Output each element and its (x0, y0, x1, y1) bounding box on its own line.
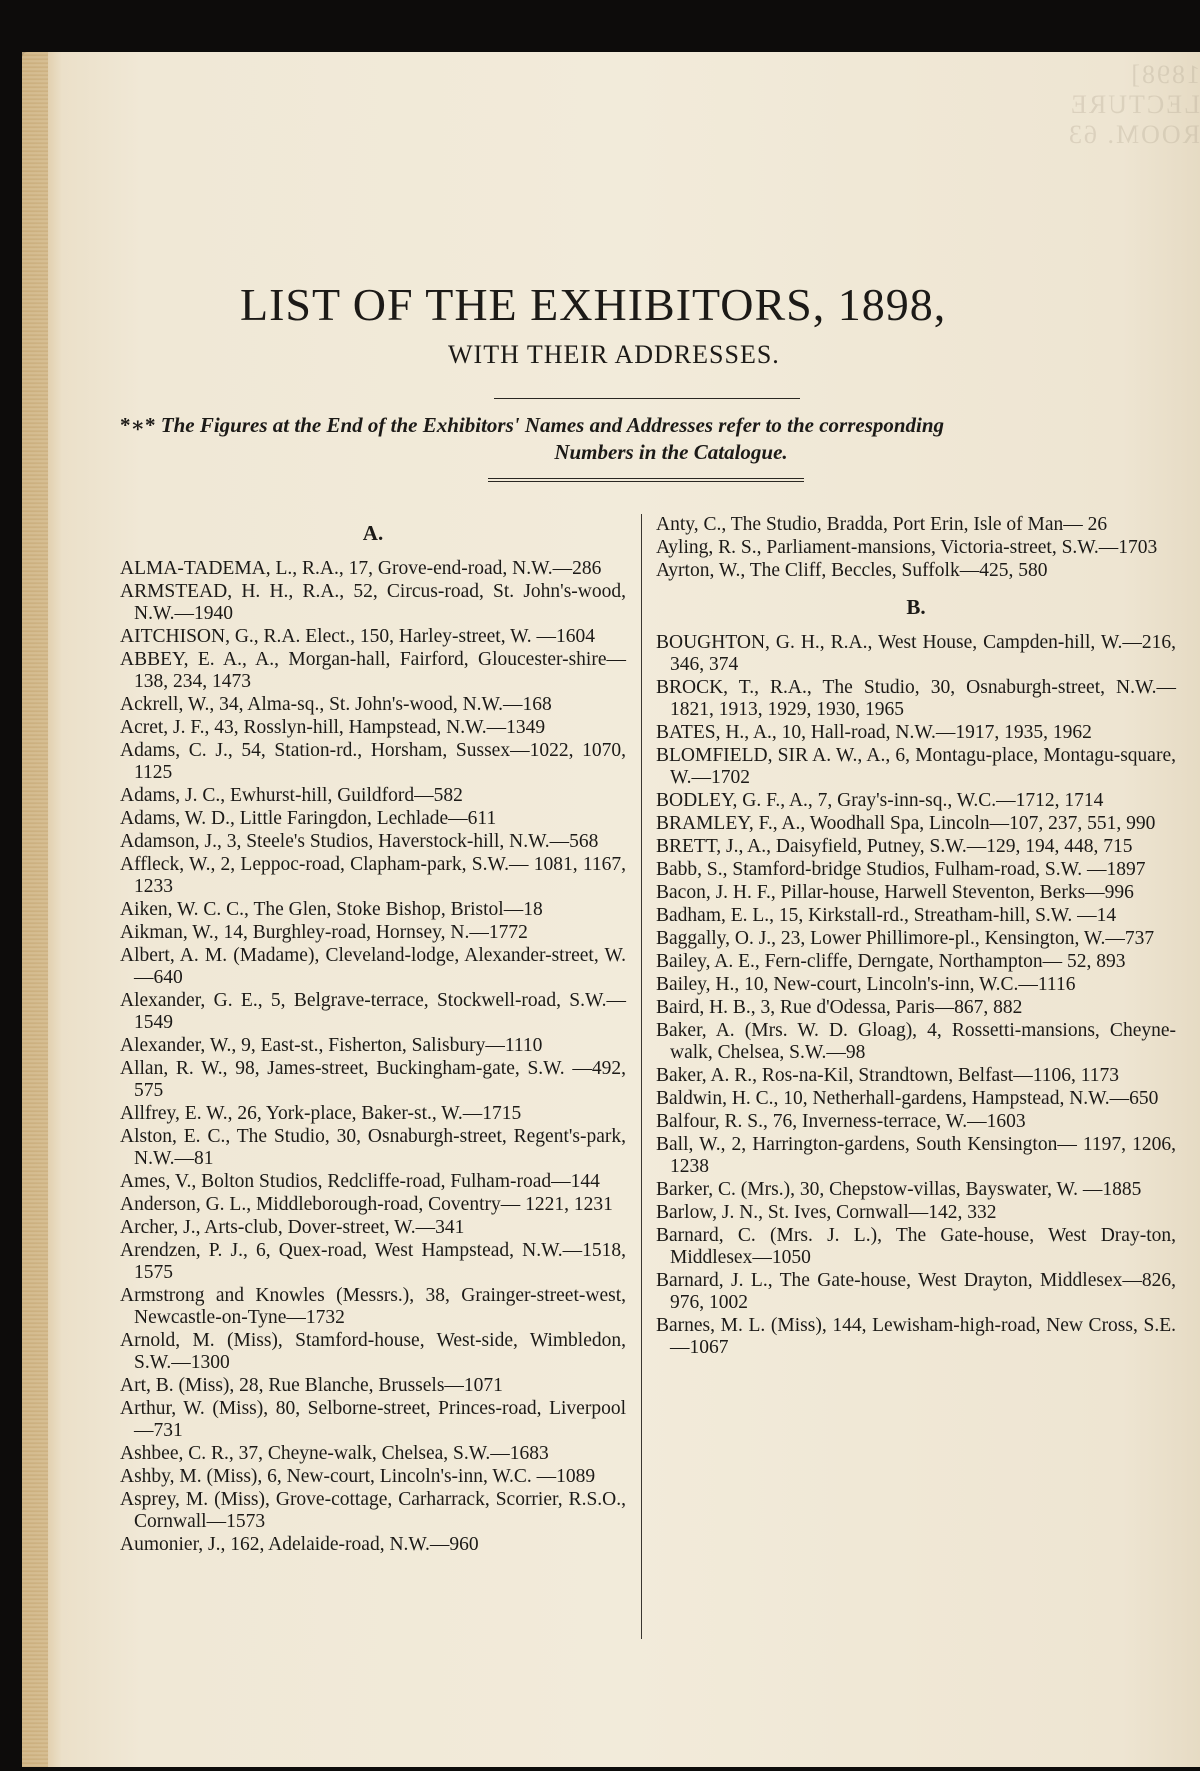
exhibitor-entry: BRAMLEY, F., A., Woodhall Spa, Lincoln—107, 237, 551, 990 (656, 813, 1156, 834)
exhibitor-entry: Adams, C. J., 54, Station-rd., Horsham, Sussex—1022, 1070, 1125 (120, 740, 626, 783)
exhibitor-entry: Aumonier, J., 162, Adelaide-road, N.W.—960 (120, 1534, 479, 1555)
page-title: LIST OF THE EXHIBITORS, 1898, (240, 279, 947, 330)
exhibitor-entry: Ball, W., 2, Harrington-gardens, South Kensington— 1197, 1206, 1238 (656, 1134, 1176, 1177)
exhibitor-entry: Baldwin, H. C., 10, Netherhall-gardens, Hampstead, N.W.—650 (656, 1088, 1159, 1109)
exhibitor-entry: Ashbee, C. R., 37, Cheyne-walk, Chelsea, S.W.—1683 (120, 1443, 549, 1464)
exhibitor-entry: Bailey, A. E., Fern-cliffe, Derngate, Northampton— 52, 893 (656, 951, 1126, 972)
note-line-1: The Figures at the End of the Exhibitors' Names and Addresses refer to the corresponding (160, 413, 945, 437)
exhibitor-entry: ARMSTEAD, H. H., R.A., 52, Circus-road, St. John's-wood, N.W.—1940 (120, 581, 626, 624)
exhibitor-entry: Adams, W. D., Little Faringdon, Lechlade—611 (120, 808, 497, 829)
section-a-list (120, 558, 626, 1556)
exhibitor-entry: Arendzen, P. J., 6, Quex-road, West Hampstead, N.W.—1518, 1575 (120, 1240, 626, 1283)
exhibitor-entry: ABBEY, E. A., A., Morgan-hall, Fairford, Gloucester-shire—138, 234, 1473 (120, 649, 626, 692)
exhibitor-entry: Acret, J. F., 43, Rosslyn-hill, Hampstead, N.W.—1349 (120, 717, 546, 738)
exhibitor-entry: Affleck, W., 2, Leppoc-road, Clapham-park, S.W.— 1081, 1167, 1233 (120, 854, 626, 897)
section-a-continued-list (656, 514, 1176, 582)
exhibitor-entry: AITCHISON, G., R.A. Elect., 150, Harley-street, W. —1604 (120, 626, 595, 647)
left-column (120, 514, 626, 1556)
exhibitor-entry: Baird, H. B., 3, Rue d'Odessa, Paris—867, 882 (656, 997, 1023, 1018)
exhibitor-entry: Ayrton, W., The Cliff, Beccles, Suffolk—425, 580 (656, 560, 1048, 581)
column-divider (641, 514, 642, 1639)
exhibitor-entry: Allfrey, E. W., 26, York-place, Baker-st., W.—1715 (120, 1103, 522, 1124)
exhibitor-entry: Archer, J., Arts-club, Dover-street, W.—341 (120, 1217, 465, 1238)
exhibitor-entry: Barnard, C. (Mrs. J. L.), The Gate-house, West Dray-ton, Middlesex—1050 (656, 1225, 1176, 1268)
show-through-header: 1898] LECTURE ROOM. 63 (1066, 60, 1200, 149)
exhibitor-entry: Ashby, M. (Miss), 6, New-court, Lincoln's-inn, W.C. —1089 (120, 1466, 596, 1487)
exhibitor-entry: Alexander, W., 9, East-st., Fisherton, Salisbury—1110 (120, 1035, 543, 1056)
exhibitor-entry: Baker, A. R., Ros-na-Kil, Strandtown, Belfast—1106, 1173 (656, 1065, 1120, 1086)
bottom-divider-1 (488, 478, 804, 479)
exhibitor-entry: Ayling, R. S., Parliament-mansions, Victoria-street, S.W.—1703 (656, 537, 1158, 558)
exhibitor-entry: Arnold, M. (Miss), Stamford-house, West-side, Wimbledon, S.W.—1300 (120, 1330, 626, 1373)
exhibitor-entry: BRETT, J., A., Daisyfield, Putney, S.W.—129, 194, 448, 715 (656, 836, 1133, 857)
exhibitor-entry: BODLEY, G. F., A., 7, Gray's-inn-sq., W.C.—1712, 1714 (656, 790, 1104, 811)
exhibitor-entry: Babb, S., Stamford-bridge Studios, Fulham-road, S.W. —1897 (656, 859, 1146, 880)
exhibitor-entry: Ackrell, W., 34, Alma-sq., St. John's-wood, N.W.—168 (120, 694, 552, 715)
page-edge (22, 52, 48, 1767)
asterism: *∗* (120, 413, 156, 437)
exhibitor-entry: Asprey, M. (Miss), Grove-cottage, Carharrack, Scorrier, R.S.O., Cornwall—1573 (120, 1489, 626, 1532)
exhibitor-entry: Barnard, J. L., The Gate-house, West Drayton, Middlesex—826, 976, 1002 (656, 1270, 1176, 1313)
catalogue-note (120, 412, 1182, 466)
exhibitor-entry: Bacon, J. H. F., Pillar-house, Harwell Steventon, Berks—996 (656, 882, 1134, 903)
right-column (656, 514, 1176, 1359)
bottom-divider-2 (488, 481, 804, 482)
exhibitor-entry: Ames, V., Bolton Studios, Redcliffe-road, Fulham-road—144 (120, 1171, 600, 1192)
exhibitor-entry: Allan, R. W., 98, James-street, Buckingham-gate, S.W. —492, 575 (120, 1058, 626, 1101)
exhibitor-entry: Balfour, R. S., 76, Inverness-terrace, W.—1603 (656, 1111, 1026, 1132)
exhibitor-entry: Arthur, W. (Miss), 80, Selborne-street, Princes-road, Liverpool—731 (120, 1398, 626, 1441)
exhibitor-entry: ALMA-TADEMA, L., R.A., 17, Grove-end-road, N.W.—286 (120, 558, 602, 579)
exhibitor-entry: Albert, A. M. (Madame), Cleveland-lodge, Alexander-street, W.—640 (120, 945, 626, 988)
section-a-heading: A. (362, 521, 384, 545)
exhibitor-entry: Aikman, W., 14, Burghley-road, Hornsey, N.—1772 (120, 922, 528, 943)
exhibitor-entry: Badham, E. L., 15, Kirkstall-rd., Streatham-hill, S.W. —14 (656, 905, 1117, 926)
exhibitor-entry: Anderson, G. L., Middleborough-road, Coventry— 1221, 1231 (120, 1194, 613, 1215)
exhibitor-entry: BLOMFIELD, SIR A. W., A., 6, Montagu-place, Montagu-square, W.—1702 (656, 745, 1176, 788)
exhibitor-entry: Bailey, H., 10, New-court, Lincoln's-inn, W.C.—1116 (656, 974, 1076, 995)
exhibitor-entry: Alexander, G. E., 5, Belgrave-terrace, Stockwell-road, S.W.—1549 (120, 990, 626, 1033)
exhibitor-entry: Barker, C. (Mrs.), 30, Chepstow-villas, Bayswater, W. —1885 (656, 1179, 1142, 1200)
section-b-heading: B. (906, 595, 926, 619)
exhibitor-entry: Barlow, J. N., St. Ives, Cornwall—142, 332 (656, 1202, 997, 1223)
exhibitor-entry: Aiken, W. C. C., The Glen, Stoke Bishop, Bristol—18 (120, 899, 543, 920)
exhibitor-entry: Art, B. (Miss), 28, Rue Blanche, Brussels—1071 (120, 1375, 503, 1396)
exhibitor-entry: BOUGHTON, G. H., R.A., West House, Campden-hill, W.—216, 346, 374 (656, 632, 1176, 675)
exhibitor-entry: BROCK, T., R.A., The Studio, 30, Osnaburgh-street, N.W.—1821, 1913, 1929, 1930, 1965 (656, 677, 1176, 720)
top-divider (494, 398, 800, 399)
section-b-list (656, 632, 1176, 1359)
exhibitor-entry: Anty, C., The Studio, Bradda, Port Erin, Isle of Man— 26 (656, 514, 1108, 535)
exhibitor-entry: Baker, A. (Mrs. W. D. Gloag), 4, Rossetti-mansions, Cheyne-walk, Chelsea, S.W.—98 (656, 1020, 1176, 1063)
exhibitor-entry: Adamson, J., 3, Steele's Studios, Haverstock-hill, N.W.—568 (120, 831, 599, 852)
note-line-2: Numbers in the Catalogue. (554, 440, 788, 464)
page-subtitle: WITH THEIR ADDRESSES. (448, 340, 780, 369)
exhibitor-entry: Alston, E. C., The Studio, 30, Osnaburgh-street, Regent's-park, N.W.—81 (120, 1126, 626, 1169)
exhibitor-entry: BATES, H., A., 10, Hall-road, N.W.—1917, 1935, 1962 (656, 722, 1092, 743)
exhibitor-entry: Barnes, M. L. (Miss), 144, Lewisham-high-road, New Cross, S.E.—1067 (656, 1315, 1176, 1358)
exhibitor-entry: Adams, J. C., Ewhurst-hill, Guildford—582 (120, 785, 463, 806)
exhibitor-entry: Armstrong and Knowles (Messrs.), 38, Grainger-street-west, Newcastle-on-Tyne—1732 (120, 1285, 626, 1328)
exhibitor-entry: Baggally, O. J., 23, Lower Phillimore-pl., Kensington, W.—737 (656, 928, 1155, 949)
